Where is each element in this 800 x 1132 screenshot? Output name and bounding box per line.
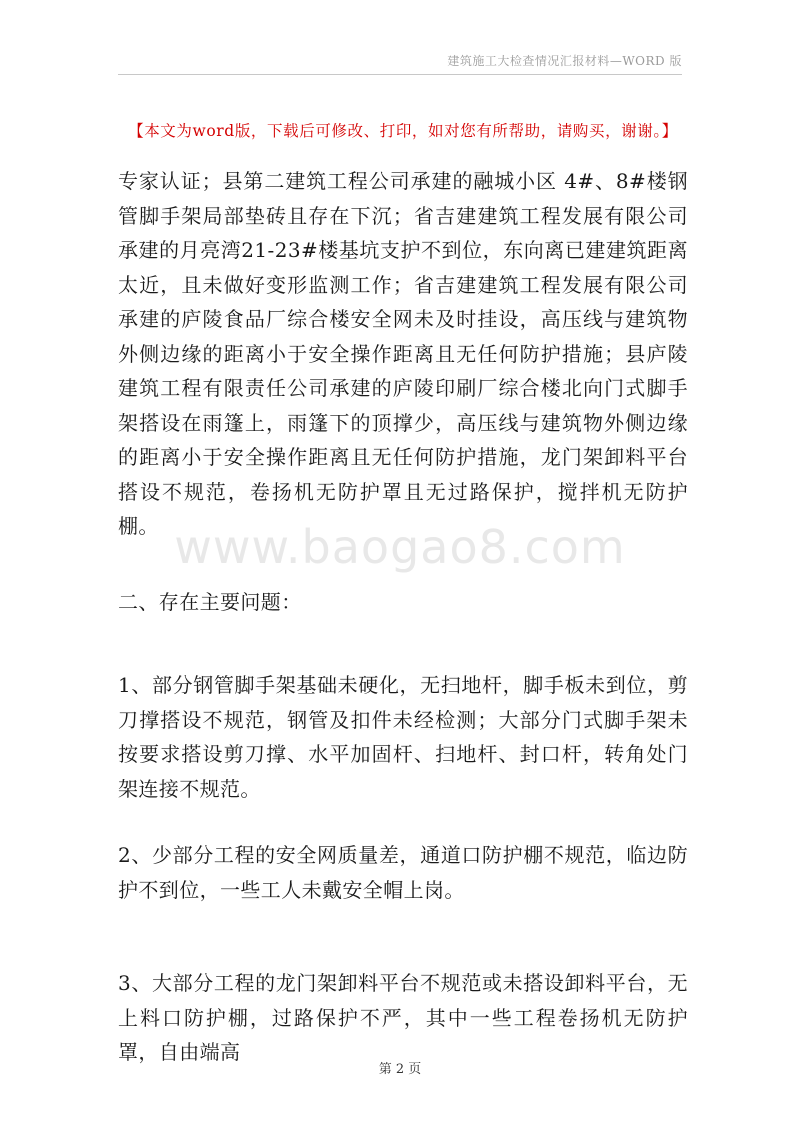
site-watermark: www.baogao8.com — [174, 520, 626, 574]
problem-item-1: 1、部分钢管脚手架基础未硬化，无扫地杆，脚手板未到位，剪刀撑搭设不规范，钢管及扣件未经检测；大部分门式脚手架未按要求搭设剪刀撑、水平加固杆、扫地杆、封口杆，转角处门架连接不规范。 — [118, 673, 688, 801]
running-header: 建筑施工大检查情况汇报材料—WORD 版 — [447, 54, 682, 68]
purchase-notice: 【本文为word版，下载后可修改、打印，如对您有所帮助，请购买，谢谢。】 — [128, 122, 678, 140]
section-heading: 二、存在主要问题： — [118, 590, 302, 614]
problem-item-2: 2、少部分工程的安全网质量差，通道口防护棚不规范，临边防护不到位，一些工人未戴安全帽上岗。 — [118, 843, 688, 902]
intro-paragraph: 专家认证；县第二建筑工程公司承建的融城小区 4#、8#楼钢管脚手架局部垫砖且存在下沉；省吉建建筑工程发展有限公司承建的月亮湾21-23#楼基坑支护不到位，东向离已建建筑距离太近，且未做好变形监测工作；省吉建建筑工程发展有限公司承建的庐陵食品厂综合楼安全网未及时挂设，高压线与建筑物外侧边缘的距离小于安全操作距离且无任何防护措施；县庐陵建筑工程有限责任公司承建的庐陵印刷厂综合楼北向门式脚手架搭设在雨篷上，雨篷下的顶撑少，高压线与建筑物外侧边缘的距离小于安全操作距离且无任何防护措施，龙门架卸料平台搭设不规范，卷扬机无防护罩且无过路保护，搅拌机无防护棚。 — [118, 169, 688, 538]
problem-item-3: 3、大部分工程的龙门架卸料平台不规范或未搭设卸料平台，无上料口防护棚，过路保护不严，其中一些工程卷扬机无防护罩，自由端高 — [118, 971, 688, 1064]
page-number: 第 2 页 — [378, 1062, 422, 1077]
header-divider — [118, 74, 682, 75]
